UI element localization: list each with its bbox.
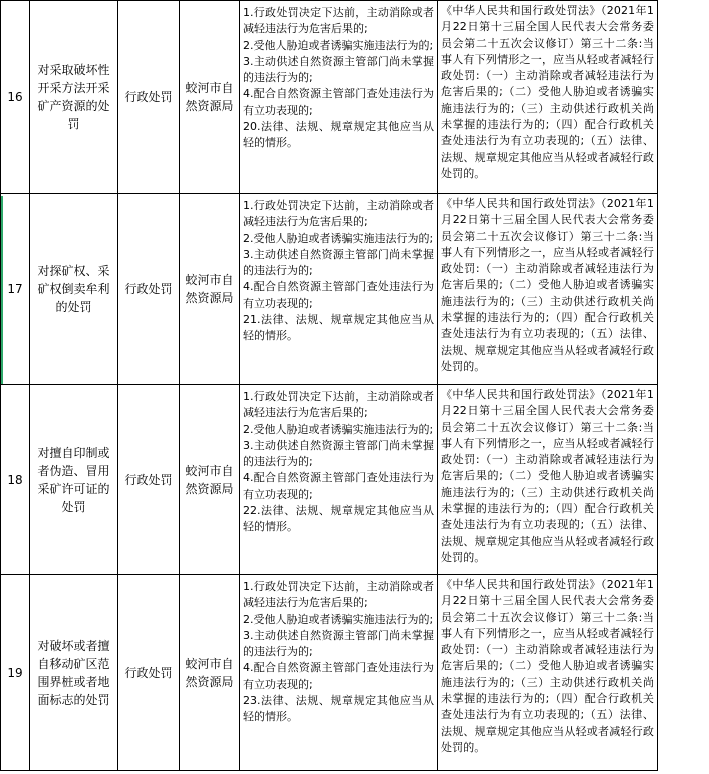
condition-item: 2.受他人胁迫或者诱骗实施违法行为的;: [243, 38, 434, 52]
item-category: 行政处罚: [118, 575, 180, 771]
item-name: 对擅自印制或者伪造、冒用采矿许可证的处罚: [30, 385, 118, 575]
item-name: 对探矿权、采矿权倒卖牟利的处罚: [30, 194, 118, 385]
item-category: 行政处罚: [118, 1, 180, 194]
item-department: 蛟河市自然资源局: [180, 575, 240, 771]
legal-basis: 《中华人民共和国行政处罚法》（2021年1月22日第十三届全国人民代表大会常务委员会第二十五次会议修订）第三十二条:当事人有下列情形之一，应当从轻或者减轻行政处罚:（一）主动消除或者减轻违法行为危害后果的;（二）受他人胁迫或者诱骗实施违法行为的;（三）主动供述行政机关尚未掌握的违法行为的;（四）配合行政机关查处违法行为有立功表现的;（五）法律、法规、规章规定其他应当从轻或者减轻行政处罚的。: [438, 385, 658, 575]
row-number: 16: [1, 1, 30, 194]
item-department: 蛟河市自然资源局: [180, 194, 240, 385]
lenient-conditions: [240, 194, 438, 385]
item-department: 蛟河市自然资源局: [180, 385, 240, 575]
condition-item: 1.行政处罚决定下达前，主动消除或者减轻违法行为危害后果的;: [243, 390, 434, 420]
legal-basis: 《中华人民共和国行政处罚法》（2021年1月22日第十三届全国人民代表大会常务委员会第二十五次会议修订）第三十二条:当事人有下列情形之一，应当从轻或者减轻行政处罚:（一）主动消除或者减轻违法行为危害后果的;（二）受他人胁迫或者诱骗实施违法行为的;（三）主动供述行政机关尚未掌握的违法行为的;（四）配合行政机关查处违法行为有立功表现的;（五）法律、法规、规章规定其他应当从轻或者减轻行政处罚的。: [438, 575, 658, 771]
lenient-conditions: [240, 575, 438, 771]
table-row: [1, 575, 658, 771]
lenient-conditions: [240, 385, 438, 575]
row-number: 18: [1, 385, 30, 575]
table-row: [1, 194, 658, 385]
condition-item: 20.法律、法规、规章规定其他应当从轻的情形。: [243, 120, 434, 150]
condition-item: 3.主动供述自然资源主管部门尚未掌握的违法行为的;: [243, 247, 434, 278]
row-number: 17: [1, 194, 30, 385]
item-category: 行政处罚: [118, 385, 180, 575]
legal-basis: 《中华人民共和国行政处罚法》（2021年1月22日第十三届全国人民代表大会常务委员会第二十五次会议修订）第三十二条:当事人有下列情形之一，应当从轻或者减轻行政处罚:（一）主动消除或者减轻违法行为危害后果的;（二）受他人胁迫或者诱骗实施违法行为的;（三）主动供述行政机关尚未掌握的违法行为的;（四）配合行政机关查处违法行为有立功表现的;（五）法律、法规、规章规定其他应当从轻或者减轻行政处罚的。: [438, 194, 658, 385]
condition-item: 4.配合自然资源主管部门查处违法行为有立功表现的;: [243, 280, 434, 310]
condition-item: 2.受他人胁迫或者诱骗实施违法行为的;: [243, 231, 434, 245]
row-number: 19: [1, 575, 30, 771]
condition-item: 3.主动供述自然资源主管部门尚未掌握的违法行为的;: [243, 54, 434, 85]
item-name: 对破坏或者擅自移动矿区范围界桩或者地面标志的处罚: [30, 575, 118, 771]
condition-item: 1.行政处罚决定下达前，主动消除或者减轻违法行为危害后果的;: [243, 580, 434, 610]
condition-item: 4.配合自然资源主管部门查处违法行为有立功表现的;: [243, 87, 434, 117]
item-department: 蛟河市自然资源局: [180, 1, 240, 194]
condition-item: 4.配合自然资源主管部门查处违法行为有立功表现的;: [243, 471, 434, 501]
lenient-conditions: [240, 1, 438, 194]
item-category: 行政处罚: [118, 194, 180, 385]
condition-item: 3.主动供述自然资源主管部门尚未掌握的违法行为的;: [243, 438, 434, 469]
condition-item: 4.配合自然资源主管部门查处违法行为有立功表现的;: [243, 661, 434, 691]
legal-basis: 《中华人民共和国行政处罚法》（2021年1月22日第十三届全国人民代表大会常务委员会第二十五次会议修订）第三十二条:当事人有下列情形之一，应当从轻或者减轻行政处罚:（一）主动消除或者减轻违法行为危害后果的;（二）受他人胁迫或者诱骗实施违法行为的;（三）主动供述行政机关尚未掌握的违法行为的;（四）配合行政机关查处违法行为有立功表现的;（五）法律、法规、规章规定其他应当从轻或者减轻行政处罚的。: [438, 1, 658, 194]
condition-item: 2.受他人胁迫或者诱骗实施违法行为的;: [243, 612, 434, 626]
condition-item: 2.受他人胁迫或者诱骗实施违法行为的;: [243, 422, 434, 436]
table-row: [1, 1, 658, 194]
condition-item: 22.法律、法规、规章规定其他应当从轻的情形。: [243, 504, 434, 534]
condition-item: 21.法律、法规、规章规定其他应当从轻的情形。: [243, 313, 434, 343]
condition-item: 23.法律、法规、规章规定其他应当从轻的情形。: [243, 694, 434, 724]
table-row: [1, 385, 658, 575]
condition-item: 1.行政处罚决定下达前，主动消除或者减轻违法行为危害后果的;: [243, 199, 434, 229]
condition-item: 3.主动供述自然资源主管部门尚未掌握的违法行为的;: [243, 628, 434, 659]
condition-item: 1.行政处罚决定下达前，主动消除或者减轻违法行为危害后果的;: [243, 6, 434, 36]
item-name: 对采取破坏性开采方法开采矿产资源的处罚: [30, 1, 118, 194]
